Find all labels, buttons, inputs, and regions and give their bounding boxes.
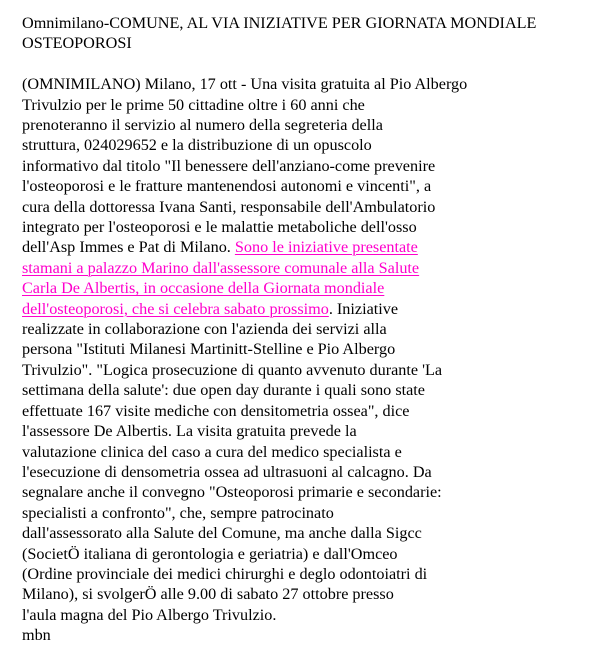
- body-line: [22, 360, 592, 380]
- paragraph-spacer: [22, 54, 592, 74]
- body-line: [22, 135, 592, 155]
- body-text: l'osteoporosi e le fratture mantenendosi autonomi e vincenti", a: [22, 177, 432, 196]
- highlighted-link-text[interactable]: dell'osteoporosi, che si celebra sabato prossimo: [22, 299, 329, 318]
- body-text: integrato per l'osteoporosi e le malattie metaboliche dell'osso: [22, 218, 417, 237]
- body-line: [22, 299, 592, 319]
- body-line: [22, 503, 592, 523]
- body-text: prenoteranno il servizio al numero della segreteria della: [22, 116, 383, 135]
- body-line: [22, 401, 592, 421]
- body-line: [22, 176, 592, 196]
- body-text: realizzate in collaborazione con l'azienda dei servizi alla: [22, 320, 387, 339]
- body-text: informativo dal titolo "Il benessere dell'anziano-come prevenire: [22, 156, 436, 175]
- body-text: persona "Istituti Milanesi Martinitt-Stelline e Pio Albergo: [22, 340, 396, 359]
- body-line: [22, 258, 592, 278]
- body-text: dall'assessorato alla Salute del Comune, ma anche dalla Sigcc: [22, 524, 422, 543]
- body-line: [22, 482, 592, 502]
- body-text: Trivulzio per le prime 50 cittadine oltre i 60 anni che: [22, 95, 365, 114]
- title-line: OSTEOPOROSI: [22, 34, 132, 53]
- body-text: segnalare anche il convegno "Osteoporosi primarie e secondarie:: [22, 483, 442, 502]
- body-line: [22, 442, 592, 462]
- article: [22, 13, 592, 646]
- body-line: [22, 380, 592, 400]
- title-line: Omnimilano-COMUNE, AL VIA INIZIATIVE PER GIORNATA MONDIALE: [22, 14, 537, 32]
- body-line: [22, 462, 592, 482]
- body-text: l'esecuzione di densometria ossea ad ultrasuoni al calcagno. Da: [22, 462, 432, 481]
- body-text: Trivulzio". "Logica prosecuzione di quanto avvenuto durante 'La: [22, 360, 443, 379]
- body-line: [22, 339, 592, 359]
- body-text: l'assessore De Albertis. La visita gratuita prevede la: [22, 422, 357, 441]
- body-line: [22, 156, 592, 176]
- highlighted-link-text[interactable]: stamani a palazzo Marino dall'assessore comunale alla Salute: [22, 258, 420, 277]
- body-text: (Ordine provinciale dei medici chirurghi e deglo odontoiatri di: [22, 564, 428, 583]
- body-line: [22, 95, 592, 115]
- body-line: [22, 564, 592, 584]
- body-line: [22, 319, 592, 339]
- body-text: Milano), si svolgerÖ alle 9.00 di sabato 27 ottobre presso: [22, 585, 394, 604]
- article-title: [22, 13, 592, 54]
- body-text: . Iniziative: [328, 299, 399, 318]
- highlighted-link-text[interactable]: Sono le iniziative presentate: [234, 238, 418, 257]
- body-line: [22, 544, 592, 564]
- body-text: (SocietÖ italiana di gerontologia e geriatria) e dall'Omceo: [22, 544, 398, 563]
- body-text: effettuate 167 visite mediche con densitometria ossea", dice: [22, 401, 410, 420]
- body-text: l'aula magna del Pio Albergo Trivulzio.: [22, 605, 277, 624]
- highlighted-link-text[interactable]: Carla De Albertis, in occasione della Giornata mondiale: [22, 279, 385, 298]
- body-text: dell'Asp Immes e Pat di Milano.: [22, 238, 235, 257]
- body-text: mbn: [22, 626, 51, 645]
- body-line: [22, 421, 592, 441]
- body-text: cura della dottoressa Ivana Santi, responsabile dell'Ambulatorio: [22, 197, 436, 216]
- body-line: [22, 115, 592, 135]
- body-text: valutazione clinica del caso a cura del medico specialista e: [22, 442, 402, 461]
- body-line: [22, 584, 592, 604]
- body-line: [22, 237, 592, 257]
- body-text: settimana della salute': due open day durante i quali sono state: [22, 381, 425, 400]
- body-text: struttura, 024029652 e la distribuzione di un opuscolo: [22, 136, 372, 155]
- body-line: [22, 523, 592, 543]
- body-line: [22, 217, 592, 237]
- article-body: [22, 74, 592, 645]
- body-text: (OMNIMILANO) Milano, 17 ott - Una visita gratuita al Pio Albergo: [22, 75, 468, 94]
- body-line: [22, 278, 592, 298]
- body-line: [22, 74, 592, 94]
- body-line: [22, 197, 592, 217]
- body-text: specialisti a confronto", che, sempre patrocinato: [22, 503, 334, 522]
- body-line: [22, 605, 592, 625]
